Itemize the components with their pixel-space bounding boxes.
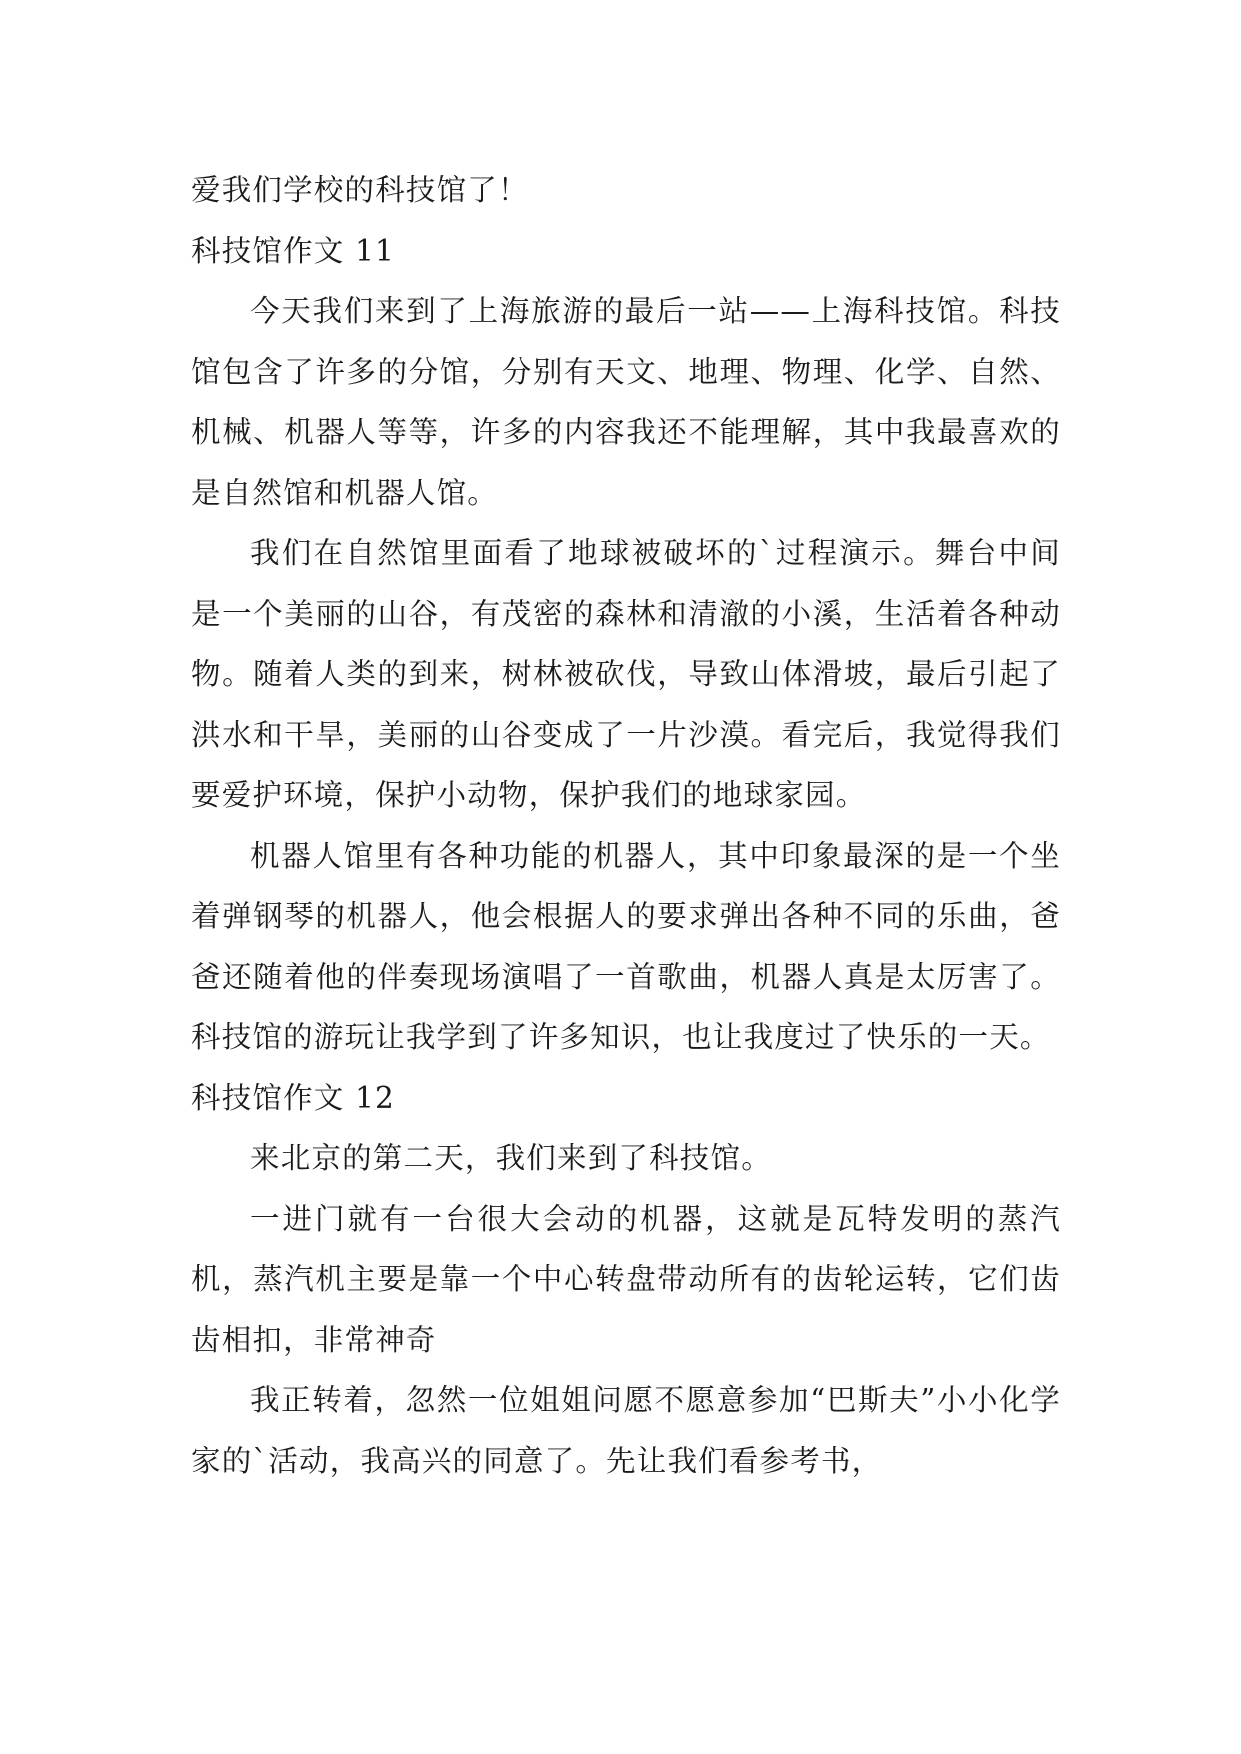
section-heading: 科技馆作文 12 xyxy=(191,1080,396,1115)
paragraph: 机器人馆里有各种功能的机器人，其中印象最深的是一个坐着弹钢琴的机器人，他会根据人的要求弹出各种不同的乐曲，爸爸还随着他的伴奏现场演唱了一首歌曲，机器人真是太厉害了。科技馆的游玩让我学到了许多知识，也让我度过了快乐的一天。 xyxy=(191,838,1061,1054)
paragraph: 来北京的第二天，我们来到了科技馆。 xyxy=(250,1141,772,1175)
paragraph: 一进门就有一台很大会动的机器，这就是瓦特发明的蒸汽机，蒸汽机主要是靠一个中心转盘带动所有的齿轮运转，它们齿齿相扣，非常神奇 xyxy=(191,1201,1061,1357)
paragraph: 我正转着，忽然一位姐姐问愿不愿意参加“巴斯夫”小小化学家的`活动，我高兴的同意了。先让我们看参考书， xyxy=(191,1383,1061,1478)
paragraph: 我们在自然馆里面看了地球被破坏的`过程演示。舞台中间是一个美丽的山谷，有茂密的森林和清澈的小溪，生活着各种动物。随着人类的到来，树林被砍伐，导致山体滑坡，最后引起了洪水和干旱，美丽的山谷变成了一片沙漠。看完后，我觉得我们要爱护环境，保护小动物，保护我们的地球家园。 xyxy=(191,536,1061,812)
section-heading: 科技馆作文 11 xyxy=(191,233,396,268)
document-body xyxy=(191,160,1061,1491)
paragraph: 今天我们来到了上海旅游的最后一站——上海科技馆。科技馆包含了许多的分馆，分别有天文、地理、物理、化学、自然、机械、机器人等等，许多的内容我还不能理解，其中我最喜欢的是自然馆和机器人馆。 xyxy=(191,294,1061,510)
text-line: 爱我们学校的科技馆了！ xyxy=(191,173,529,207)
